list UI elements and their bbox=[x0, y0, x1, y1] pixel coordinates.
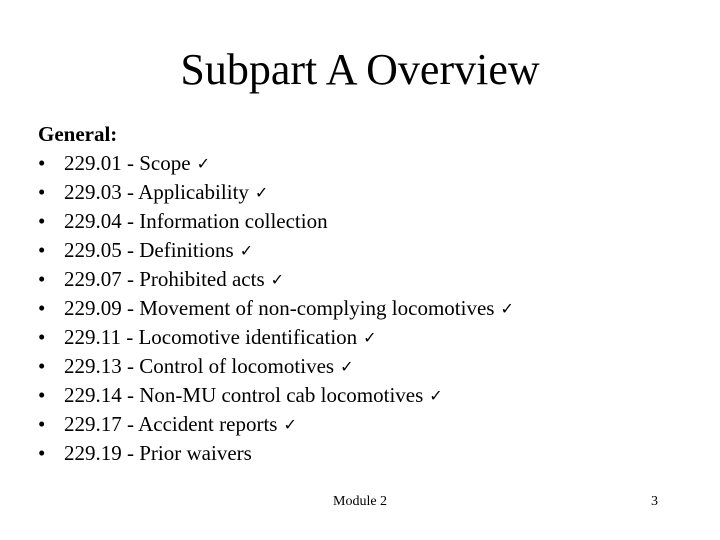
list-item bbox=[38, 178, 514, 207]
list-item bbox=[38, 439, 514, 468]
checkmark-icon: ✓ bbox=[254, 183, 269, 202]
list-item bbox=[38, 381, 514, 410]
list-item-text: 229.01 - Scope bbox=[64, 151, 191, 175]
bullet-icon: • bbox=[38, 441, 46, 465]
bullet-list bbox=[38, 149, 514, 468]
checkmark-icon: ✓ bbox=[283, 415, 297, 434]
bullet-icon: • bbox=[38, 296, 46, 320]
section-heading: General: bbox=[38, 122, 118, 146]
checkmark-icon: ✓ bbox=[500, 299, 514, 318]
checkmark-icon: ✓ bbox=[270, 270, 285, 289]
list-item bbox=[38, 410, 514, 439]
bullet-icon: • bbox=[38, 180, 46, 204]
bullet-icon: • bbox=[38, 238, 46, 262]
checkmark-icon: ✓ bbox=[239, 241, 254, 260]
list-item-text: 229.14 - Non-MU control cab locomotives bbox=[64, 383, 424, 407]
list-item-text: 229.09 - Movement of non-complying locomotives bbox=[64, 296, 495, 320]
page-number: 3 bbox=[651, 494, 658, 509]
slide-title: Subpart A Overview bbox=[180, 45, 540, 94]
bullet-icon: • bbox=[38, 354, 46, 378]
list-item-text: 229.04 - Information collection bbox=[64, 209, 328, 233]
list-item bbox=[38, 149, 514, 178]
checkmark-icon: ✓ bbox=[429, 386, 443, 405]
list-item bbox=[38, 236, 514, 265]
list-item-text: 229.11 - Locomotive identification bbox=[64, 325, 358, 349]
checkmark-icon: ✓ bbox=[340, 357, 354, 376]
list-item bbox=[38, 294, 514, 323]
footer-module: Module 2 bbox=[333, 494, 388, 509]
bullet-icon: • bbox=[38, 325, 46, 349]
list-item bbox=[38, 323, 514, 352]
list-item bbox=[38, 207, 514, 236]
list-item-text: 229.03 - Applicability bbox=[64, 180, 249, 204]
checkmark-icon: ✓ bbox=[363, 328, 377, 347]
list-item-text: 229.07 - Prohibited acts bbox=[64, 267, 265, 291]
checkmark-icon: ✓ bbox=[196, 154, 210, 173]
list-item-text: 229.17 - Accident reports bbox=[64, 412, 278, 436]
bullet-icon: • bbox=[38, 267, 46, 291]
list-item-text: 229.19 - Prior waivers bbox=[64, 441, 252, 465]
list-item bbox=[38, 265, 514, 294]
bullet-icon: • bbox=[38, 412, 46, 436]
bullet-icon: • bbox=[38, 209, 46, 233]
list-item bbox=[38, 352, 514, 381]
bullet-icon: • bbox=[38, 151, 46, 175]
list-item-text: 229.13 - Control of locomotives bbox=[64, 354, 335, 378]
slide-content bbox=[38, 120, 514, 468]
list-item-text: 229.05 - Definitions bbox=[64, 238, 234, 262]
bullet-icon: • bbox=[38, 383, 46, 407]
